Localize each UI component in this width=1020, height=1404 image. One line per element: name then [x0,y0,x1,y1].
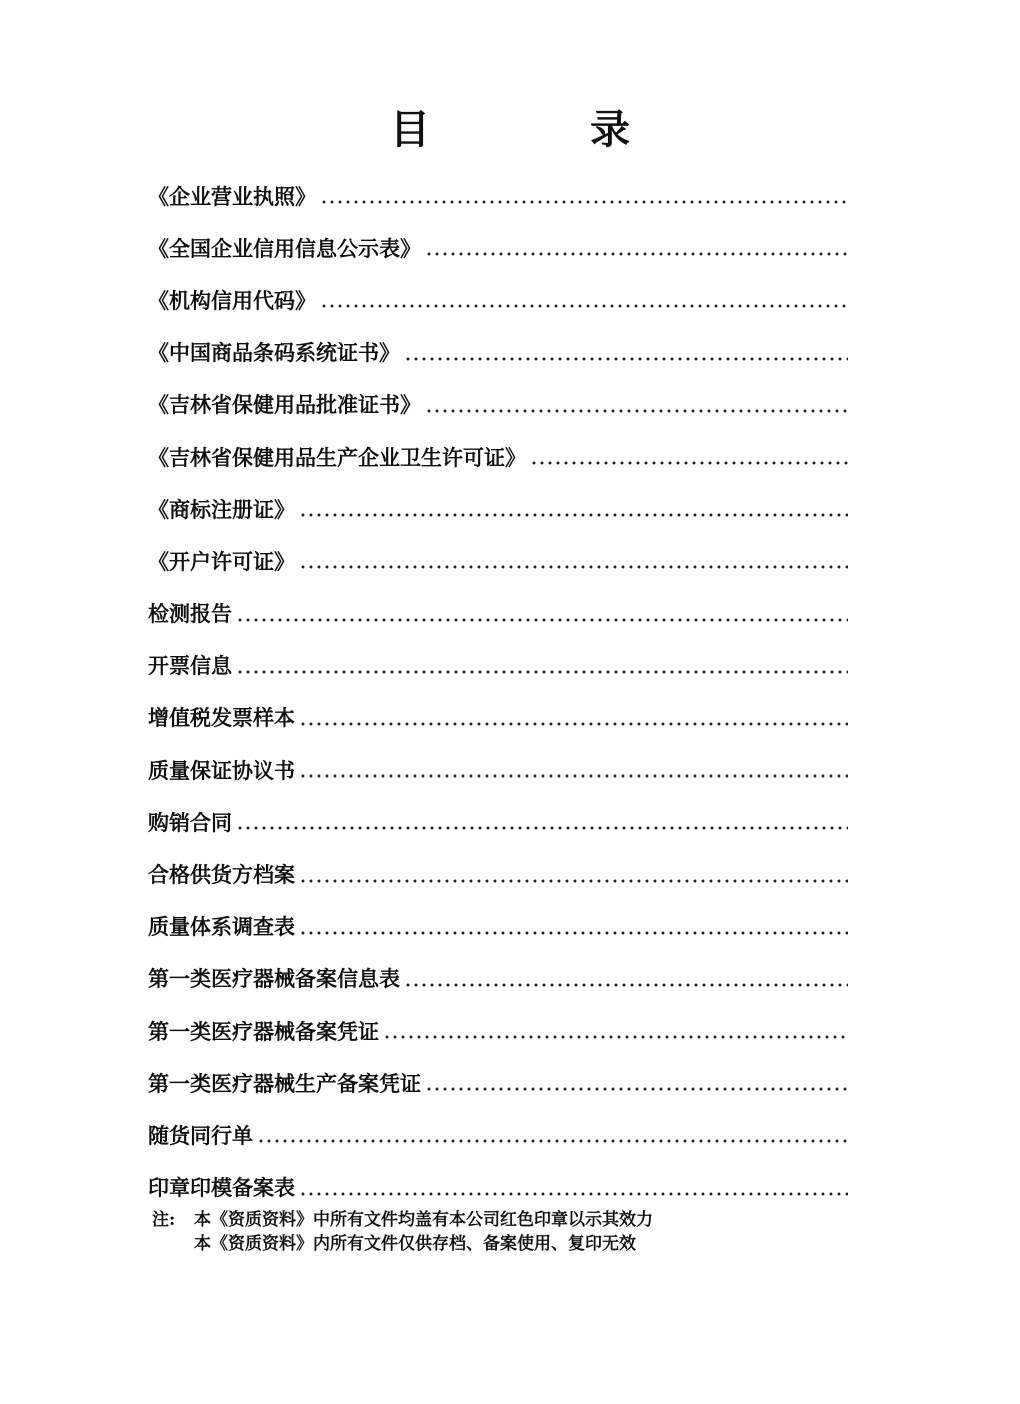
dot-leader [425,1087,848,1091]
toc-item[interactable] [148,1109,848,1161]
toc-item-label: 《中国商品条码系统证书》 [148,340,400,366]
toc-item-label: 印章印模备案表 [148,1175,295,1201]
note-text: 本《资质资料》内所有文件仅供存档、备案使用、复印无效 [194,1234,636,1254]
toc-item[interactable] [148,744,848,796]
toc-item-label: 《商标注册证》 [148,496,295,522]
toc-item[interactable] [148,640,848,692]
toc-item-label: 《企业营业执照》 [148,183,316,209]
dot-leader [404,983,848,987]
note-line [152,1208,852,1232]
dot-leader [383,1035,848,1039]
toc-item-label: 第一类医疗器械备案凭证 [148,1018,379,1044]
dot-leader [299,513,848,517]
table-of-contents [148,170,848,1214]
dot-leader [299,722,848,726]
toc-item[interactable] [148,483,848,535]
toc-item[interactable] [148,1162,848,1214]
dot-leader [530,461,848,465]
toc-item-label: 第一类医疗器械生产备案凭证 [148,1070,421,1096]
dot-leader [320,304,848,308]
toc-item-label: 增值税发票样本 [148,705,295,731]
toc-item[interactable] [148,1057,848,1109]
page-title: 目 录 [390,106,690,153]
toc-item[interactable] [148,431,848,483]
toc-item[interactable] [148,901,848,953]
dot-leader [236,670,848,674]
toc-item[interactable] [148,327,848,379]
dot-leader [299,774,848,778]
dot-leader [236,826,848,830]
toc-item-label: 购销合同 [148,809,232,835]
toc-item-label: 质量保证协议书 [148,757,295,783]
note-indent [152,1232,194,1256]
toc-item[interactable] [148,953,848,1005]
toc-item-label: 第一类医疗器械备案信息表 [148,966,400,992]
dot-leader [425,252,848,256]
toc-item[interactable] [148,588,848,640]
dot-leader [299,1192,848,1196]
toc-item-label: 《吉林省保健用品批准证书》 [148,392,421,418]
note-line [152,1232,852,1256]
dot-leader [425,409,848,413]
dot-leader [299,879,848,883]
toc-item[interactable] [148,796,848,848]
toc-item-label: 《开户许可证》 [148,548,295,574]
toc-item[interactable] [148,274,848,326]
toc-item-label: 检测报告 [148,601,232,627]
toc-item-label: 开票信息 [148,653,232,679]
toc-item[interactable] [148,692,848,744]
note-prefix: 注: [152,1210,176,1230]
notes [152,1208,852,1256]
toc-item-label: 随货同行单 [148,1122,253,1148]
toc-item-label: 质量体系调查表 [148,914,295,940]
toc-item[interactable] [148,222,848,274]
toc-item[interactable] [148,379,848,431]
toc-item-label: 《吉林省保健用品生产企业卫生许可证》 [148,444,526,470]
dot-leader [404,357,848,361]
toc-item-label: 合格供货方档案 [148,862,295,888]
toc-item[interactable] [148,535,848,587]
toc-item-label: 《机构信用代码》 [148,287,316,313]
toc-item-label: 《全国企业信用信息公示表》 [148,235,421,261]
dot-leader [299,931,848,935]
dot-leader [236,618,848,622]
note-text: 本《资质资料》中所有文件均盖有本公司红色印章以示其效力 [194,1210,653,1230]
dot-leader [257,1139,848,1143]
toc-item[interactable] [148,1005,848,1057]
dot-leader [299,565,848,569]
toc-item[interactable] [148,170,848,222]
dot-leader [320,200,848,204]
toc-item[interactable] [148,848,848,900]
